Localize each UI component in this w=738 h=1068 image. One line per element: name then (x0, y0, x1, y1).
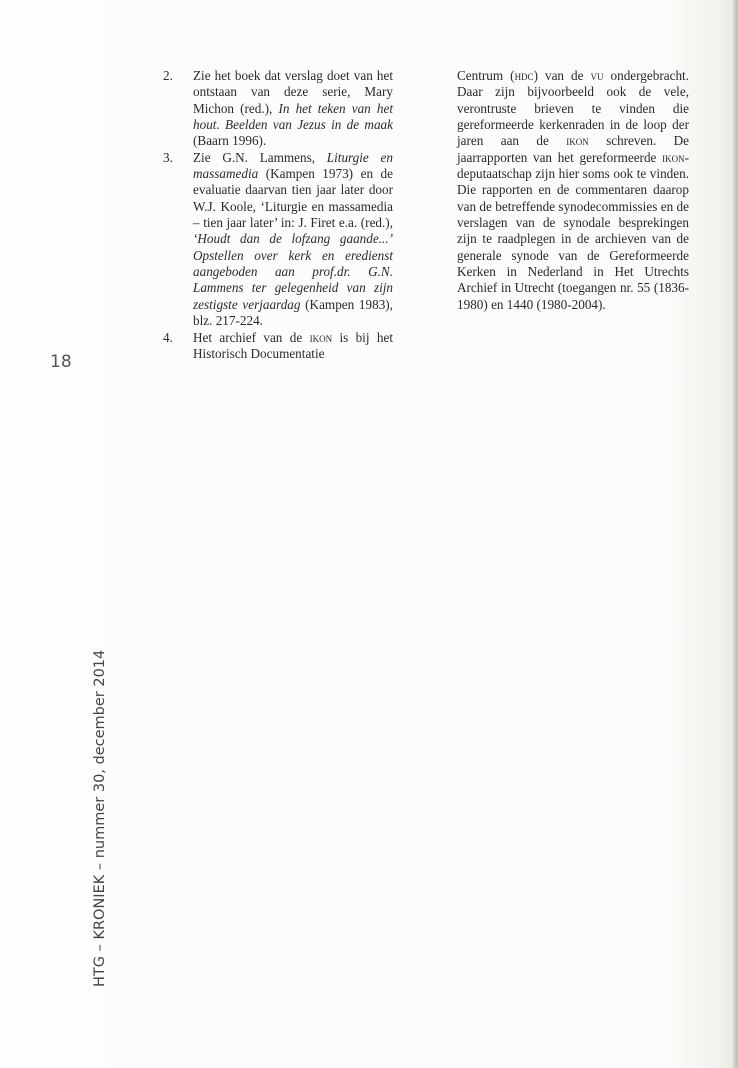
text-run: Centrum ( (457, 68, 515, 83)
small-caps-abbr: ikon (566, 133, 589, 149)
footnote-4-continuation (457, 68, 689, 313)
text-run: ) van de (533, 68, 591, 83)
small-caps-abbr: hdc (514, 68, 534, 83)
italic-title: Liturgie en massamedia (193, 149, 393, 182)
footnotes-left-column (163, 68, 393, 362)
text-run: Het archief van de (193, 329, 310, 345)
footnote-item (163, 330, 393, 363)
footnote-number: 3. (163, 149, 173, 165)
footnote-list (163, 68, 393, 362)
text-run: -deputaatschap zijn hier soms ook te vinden. Die rapporten en de commentaren daarop van de betreffende synodecommissies en de verslagen van de synodale besprekingen zijn te raadplegen in de archieven van de generale synode van de Gereformeerde Kerken in Nederland in Het Utrechts Archief in Utrecht (toegangen nr. 55 (1836-1980) en 1440 (1980-2004). (457, 149, 689, 312)
italic-title: In het teken van het hout. Beelden van Jezus in de maak (193, 100, 393, 133)
small-caps-abbr: ikon (309, 329, 333, 345)
text-run: (Kampen 1973) en de evaluatie daarvan tien jaar later door W.J. Koole, ‘Liturgie en massamedia – tien jaar later’ in: J. Firet e.a. (red.), (193, 166, 393, 231)
footnotes-right-column (457, 68, 689, 313)
page-number: 18 (50, 352, 72, 372)
italic-title: ‘Houdt dan de lofzang gaande...’ Opstellen over kerk en eredienst aangeboden aan prof.dr. G.N. Lammens ter gelegenheid van zijn zestigste verjaardag (193, 231, 393, 312)
text-run: Zie het boek dat verslag doet van het ontstaan van deze serie, Mary Michon (red.), (193, 68, 393, 116)
footnote-item (163, 150, 393, 330)
running-footer: HTG – KRONIEK – nummer 30, december 2014 (92, 649, 108, 987)
footnote-number: 4. (163, 329, 173, 345)
text-run: ondergebracht. Daar zijn bijvoorbeeld ook de vele, verontruste brieven te vinden die gereformeerde kerkenraden in de loop der jaren aan de (457, 68, 689, 149)
text-run: schreven. De jaarrapporten van het gereformeerde (457, 133, 689, 165)
book-spine-edge (733, 0, 738, 1068)
footnote-item (163, 68, 393, 150)
text-run: Zie G.N. Lammens, (193, 149, 327, 165)
small-caps-abbr: vu (590, 68, 604, 83)
text-run: (Baarn 1996). (193, 133, 267, 149)
footnote-number: 2. (163, 68, 173, 83)
small-caps-abbr: ikon (662, 149, 685, 165)
text-run: is bij het Historisch Documentatie (193, 329, 393, 361)
text-run: (Kampen 1983), blz. 217-224. (193, 296, 393, 329)
